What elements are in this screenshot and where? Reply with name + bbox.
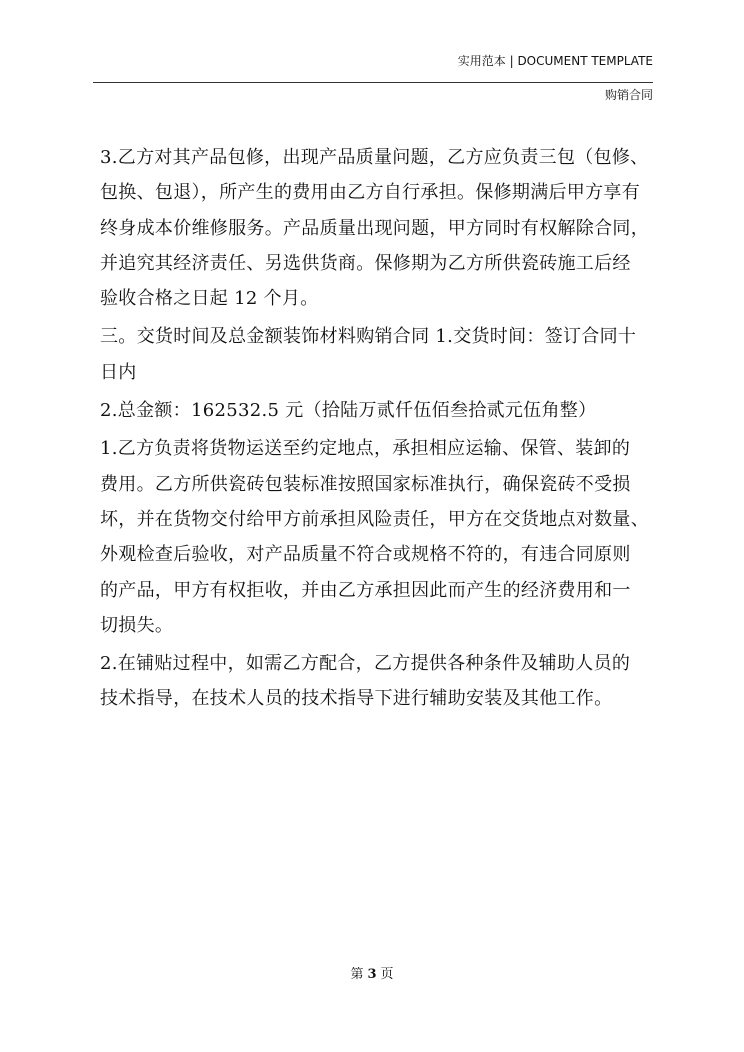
header-subtitle: 购销合同: [604, 88, 653, 102]
page-number: 3: [367, 967, 377, 982]
paragraph-total-amount: 2.总金额：162532.5 元（拾陆万贰仟伍佰叁拾贰元伍角整）: [100, 400, 597, 422]
footer-prefix: 第: [350, 967, 364, 982]
header-title: 实用范本 | DOCUMENT TEMPLATE: [457, 54, 653, 68]
page-footer: [0, 963, 744, 982]
paragraph-warranty: 3.乙方对其产品包修，出现产品质量问题，乙方应负责三包（包修、 包换、包退），所产生的费用由乙方自行承担。保修期满后甲方享有 终身成本价维修服务。产品质量出现问题，甲方同时有权解除合同， 并追究其经济责任、另选供货商。保修期为乙方所供瓷砖施工后经 验收合格之日起 12 个月。: [100, 147, 649, 310]
page-header: [93, 50, 653, 103]
document-body: [100, 140, 660, 720]
footer-suffix: 页: [380, 967, 394, 982]
paragraph-installation: 2.在铺贴过程中，如需乙方配合，乙方提供各种条件及辅助人员的 技术指导，在技术人员的技术指导下进行辅助安装及其他工作。: [100, 653, 631, 710]
paragraph-transport: 1.乙方负责将货物运送至约定地点，承担相应运输、保管、装卸的 费用。乙方所供瓷砖包装标准按照国家标准执行，确保瓷砖不受损 坏，并在货物交付给甲方前承担风险责任，甲方在交货地点对数量、 外观检查后验收，对产品质量不符合或规格不符的，有违合同原则 的产品，甲方有权拒收，并由乙方承担因此而产生的经济费用和一 切损失。: [100, 438, 649, 636]
paragraph-delivery-time: 三。交货时间及总金额装饰材料购销合同 1.交货时间：签订合同十 日内: [100, 326, 637, 383]
header-divider: [93, 82, 653, 83]
